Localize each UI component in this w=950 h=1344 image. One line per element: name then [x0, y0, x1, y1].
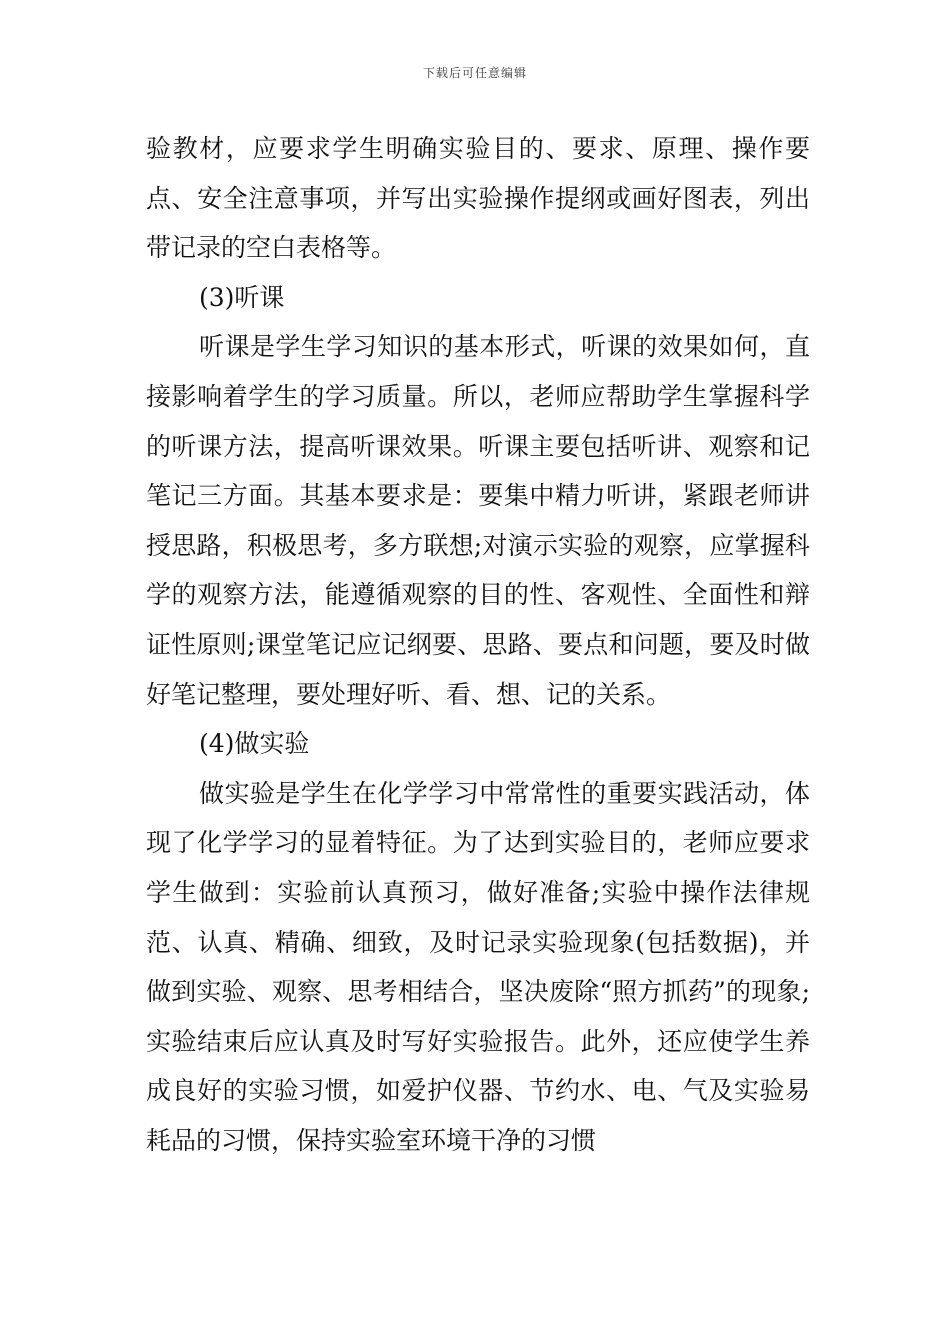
paragraph-listening: 听课是学生学习知识的基本形式，听课的效果如何，直接影响着学生的学习质量。所以，老师应帮助学生掌握科学的听课方法，提高听课效果。听课主要包括听讲、观察和记笔记三方面。其基本要求是：要集中精力听讲，紧跟老师讲授思路，积极思考，多方联想;对演示实验的观察，应掌握科学的观察方法，能遵循观察的目的性、客观性、全面性和辩证性原则;课堂笔记应记纲要、思路、要点和问题，要及时做好笔记整理，要处理好听、看、想、记的关系。	[146, 332, 810, 709]
page-header: 下载后可任意编辑	[422, 66, 527, 80]
section-heading-listening: (3)听课	[199, 282, 285, 312]
section-heading-experiment: (4)做实验	[199, 729, 310, 759]
document-body	[146, 124, 810, 1165]
paragraph-experiment: 做实验是学生在化学学习中常常性的重要实践活动，体现了化学学习的显着特征。为了达到实验目的，老师应要求学生做到：实验前认真预习，做好准备;实验中操作法律规范、认真、精确、细致，及时记录实验现象(包括数据)，并做到实验、观察、思考相结合，坚决废除“照方抓药”的现象;实验结束后应认真及时写好实验报告。此外，还应使学生养成良好的实验习惯，如爱护仪器、节约水、电、气及实验易耗品的习惯，保持实验室环境干净的习惯	[146, 778, 810, 1155]
paragraph-continuation: 验教材，应要求学生明确实验目的、要求、原理、操作要点、安全注意事项，并写出实验操作提纲或画好图表，列出带记录的空白表格等。	[146, 134, 810, 263]
